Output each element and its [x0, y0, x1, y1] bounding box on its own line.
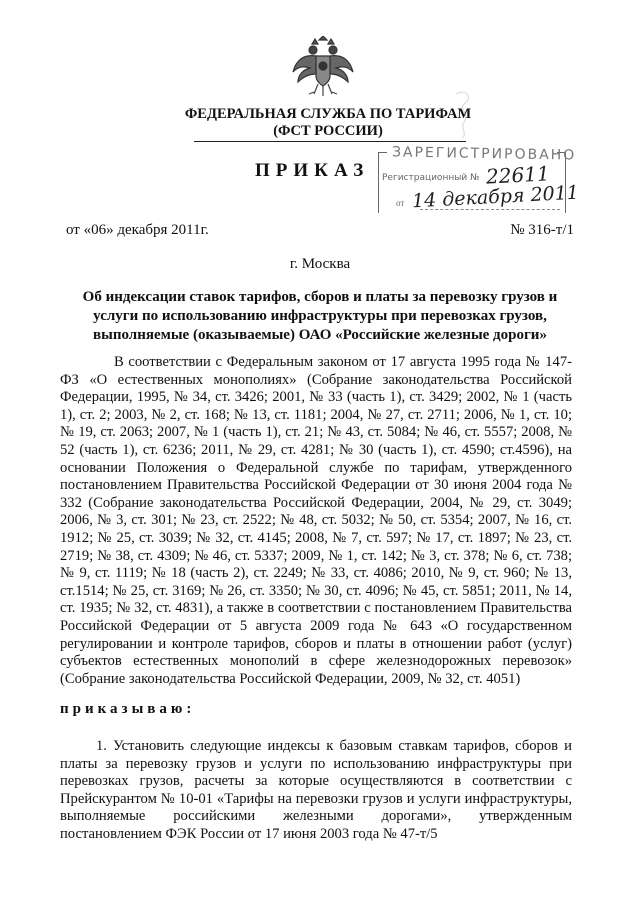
order-number: № 316-т/1 [510, 222, 574, 238]
order-date: от «06» декабря 2011г. [66, 222, 209, 238]
stamp-handwritten-date: 14 декабря 2011 [411, 181, 580, 213]
order-subject: Об индексации ставок тарифов, сборов и платы за перевозку грузов и услуги по использованию инфраструктуры при перевозках грузов, выполняемые (оказываемые) ОАО «Российские железные дороги» [82, 289, 558, 343]
stamp-registration-label: Регистрационный № [382, 173, 480, 183]
russian-coat-of-arms-icon [290, 36, 356, 98]
order-command: приказываю: [60, 701, 196, 717]
stamp-date-underline [420, 209, 560, 210]
order-item-1: 1. Установить следующие индексы к базовым ставкам тарифов, сборов и платы за перевозку грузов и услуги по использованию инфраструктуры при перевозках грузов, расчеты за которые осуществляются в соответствии с Прейскурантом № 10-01 «Тарифы на перевозки грузов и услуги инфраструктуры, выполняемые российскими железными дорогами», утвержденным постановлением ФЭК России от 17 июня 2003 года № 47-т/5 [60, 738, 572, 842]
document-type-title: ПРИКАЗ [255, 160, 370, 181]
organization-name-line-1: ФЕДЕРАЛЬНАЯ СЛУЖБА ПО ТАРИФАМ [184, 106, 472, 122]
stamp-registration-number: 22611 [485, 161, 551, 189]
stamp-title: ЗАРЕГИСТРИРОВАНО [391, 144, 577, 164]
header-divider [194, 141, 466, 142]
registration-stamp [368, 146, 580, 224]
organization-name [178, 106, 478, 140]
stamp-date-prefix: от [396, 198, 405, 208]
preamble-paragraph: В соответствии с Федеральным законом от 17 августа 1995 года № 147-ФЗ «О естественных монополиях» (Собрание законодательства Российской Федерации, 1995, № 34, ст. 3426; 2001, № 33 (часть 1), ст. 3429; 2002, № 1 (часть 1), ст. 2; 2003, № 2, ст. 168; № 13, ст. 1181; 2004, № 27, ст. 2711; 2006, № 1, ст. 10; № 19, ст. 2063; 2007, № 1 (часть 1), ст. 21; № 43, ст. 5084; № 46, ст. 5557; 2008, № 52 (часть 1), ст. 6236; 2011, № 29, ст. 4281; № 30 (часть 1), ст. 4590; ст.4596), на основании Положения о Федеральной службе по тарифам, утвержденного постановлением Правительства Российской Федерации от 30 июня 2004 года № 332 (Собрание законодательства Российской Федерации, 2004, № 29, ст. 3049; 2006, № 3, ст. 301; № 23, ст. 2522; № 48, ст. 5032; № 50, ст. 5354; 2007, № 16, ст. 1912; № 25, ст. 3039; № 32, ст. 4145; 2008, № 7, ст. 597; № 17, ст. 1897; № 23, ст. 2719; № 38, ст. 4309; № 46, ст. 5337; 2009, № 1, ст. 142; № 3, ст. 378; № 6, ст. 738; № 9, ст. 1119; № 18 (часть 2), ст. 2249; № 33, ст. 4086; 2010, № 9, ст. 960; № 13, ст.1514; № 25, ст. 3169; № 26, ст. 3350; № 30, ст. 4096; № 45, ст. 5851; 2011, № 14, ст. 1935; № 32, ст. 4831), а также в соответствии с постановлением Правительства Российской Федерации от 5 августа 2009 года № 643 «О государственном регулировании и контроле тарифов, сборов и платы в отношении работ (услуг) субъектов естественных монополий в сфере железнодорожных перевозок» (Собрание законодательства Российской Федерации, 2009, № 32, ст. 4051) [60, 354, 572, 687]
order-city: г. Москва [289, 256, 351, 272]
organization-name-line-2: (ФСТ РОССИИ) [273, 123, 383, 139]
